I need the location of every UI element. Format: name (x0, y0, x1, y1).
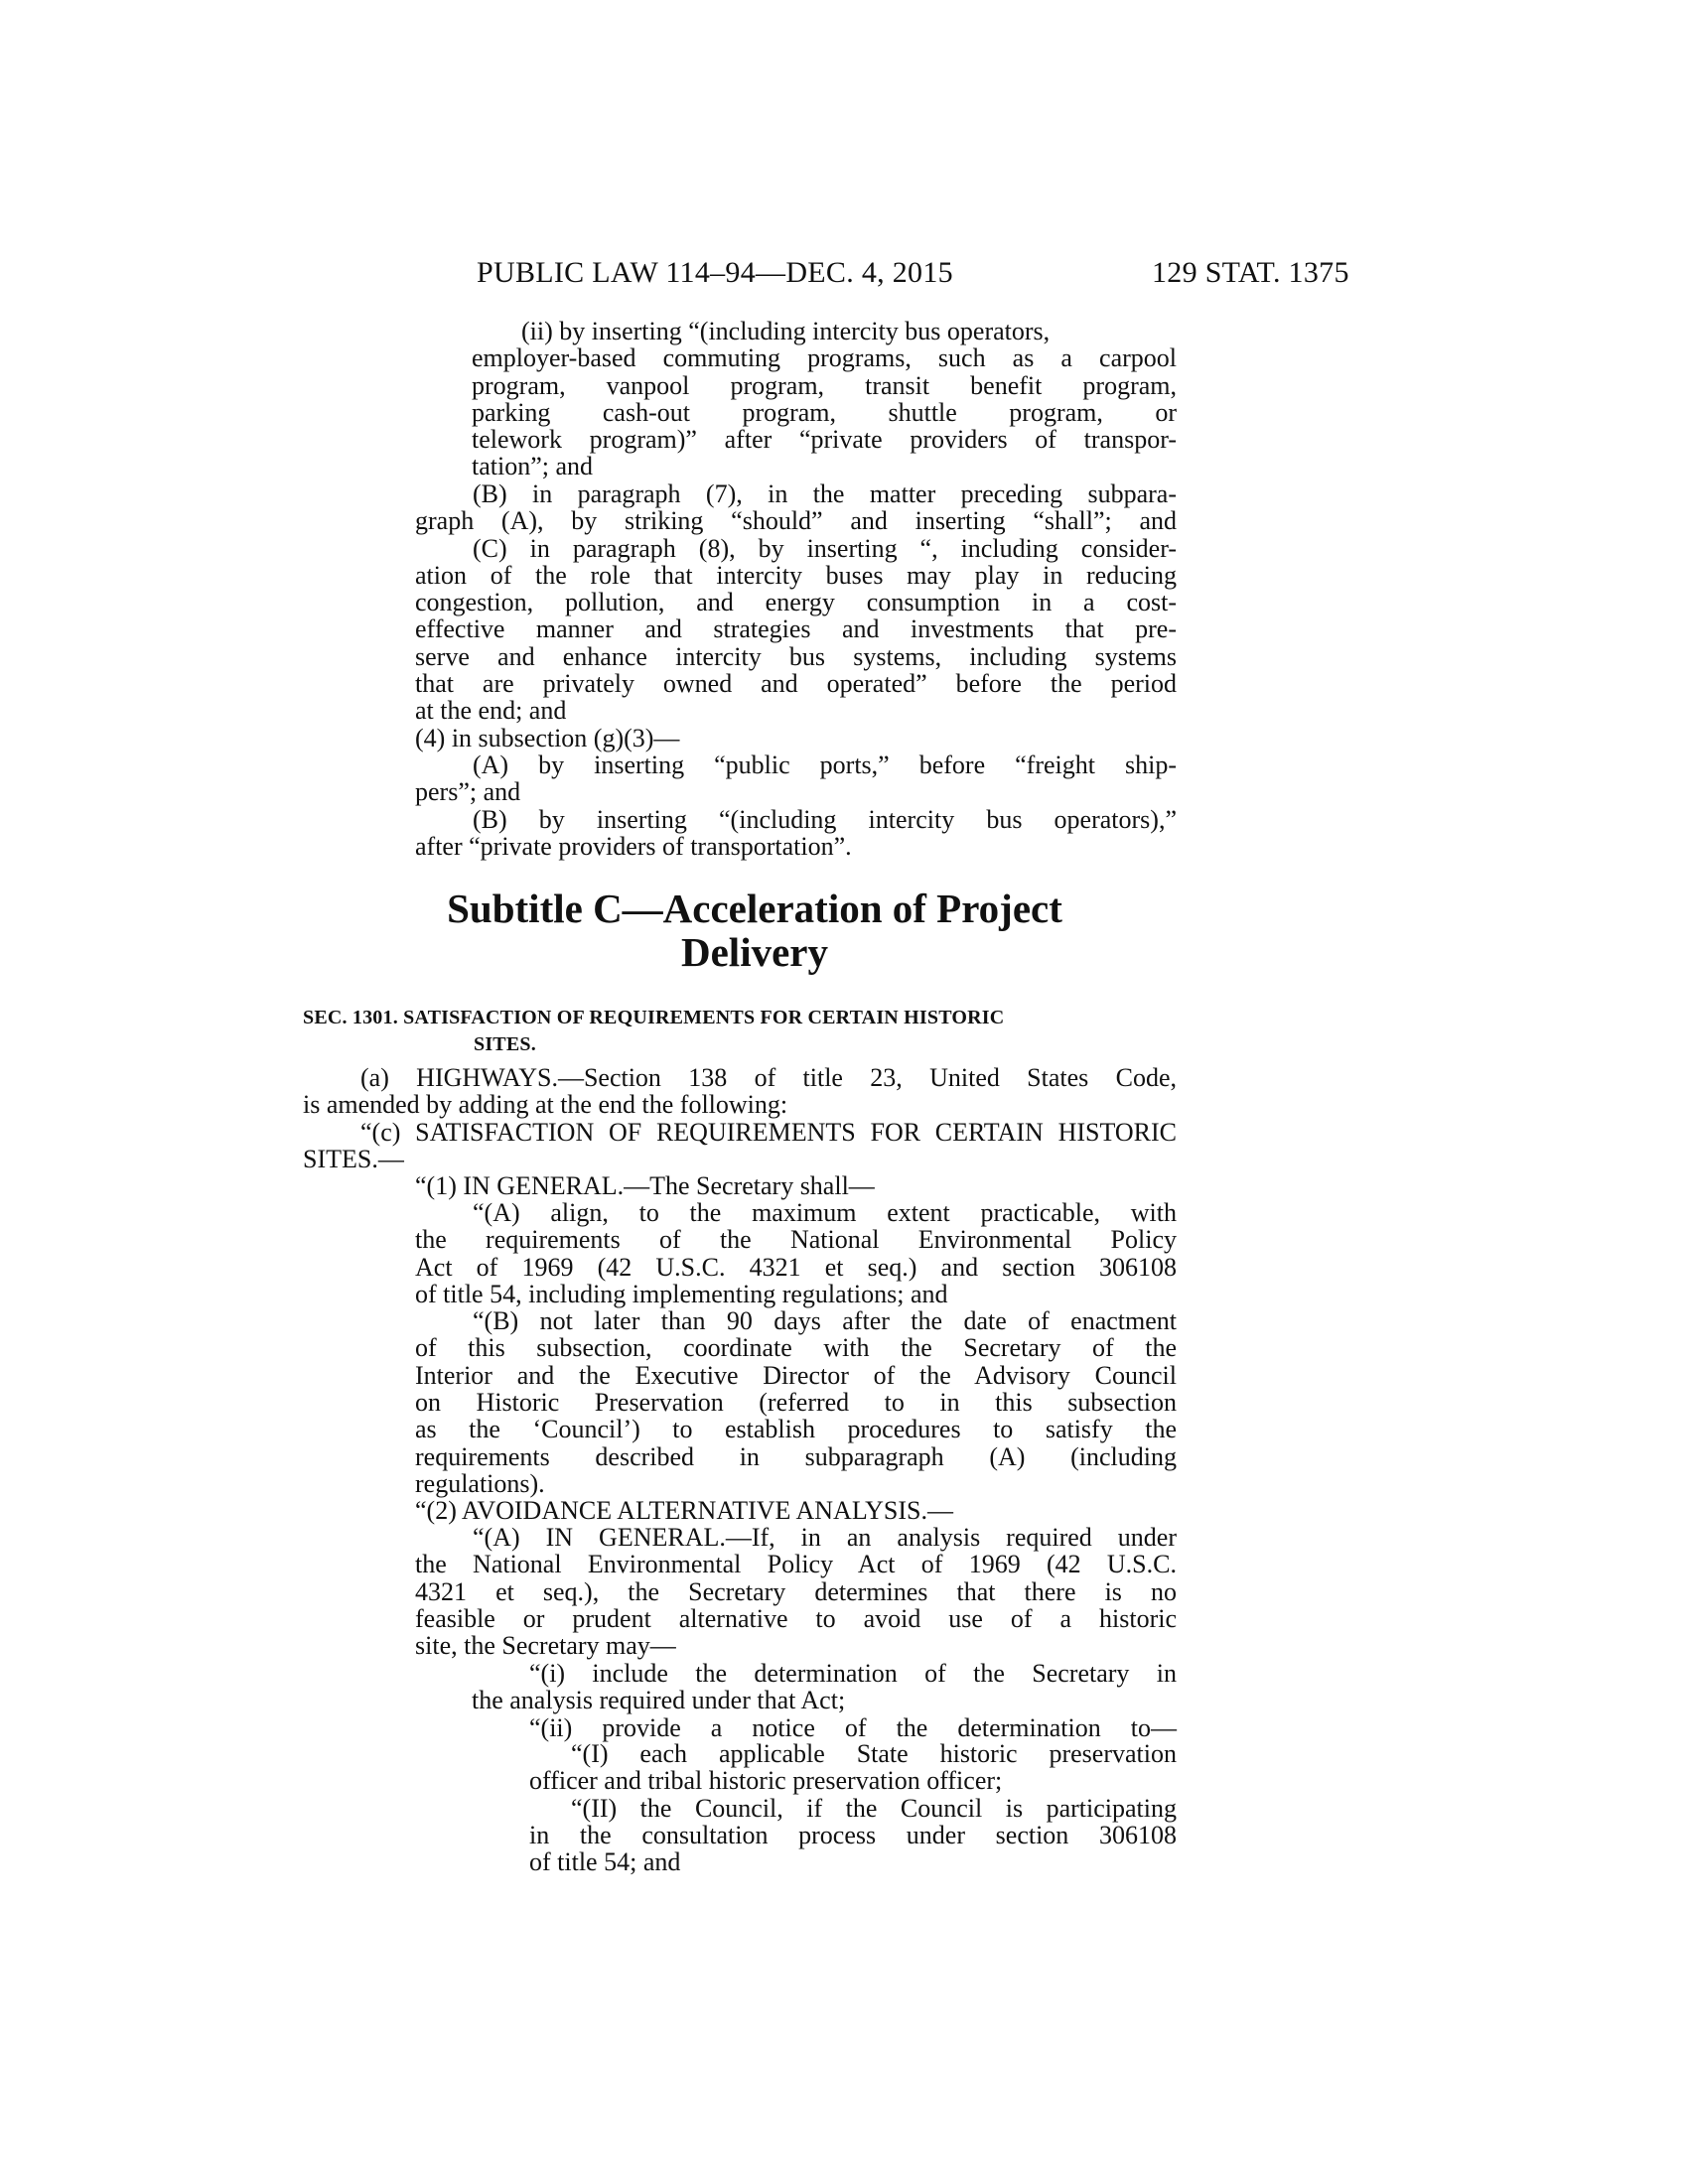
subtitle-line: Delivery (681, 929, 828, 975)
text-line: telework program)” after “private providers of transpor- (472, 425, 1177, 455)
text-line: (A) by inserting “public ports,” before “freight ship- (473, 751, 1177, 779)
text-line: tation”; and (472, 452, 594, 481)
subtitle-heading (328, 887, 1182, 974)
text-line: (B) in paragraph (7), in the matter preceding subpara- (473, 479, 1177, 508)
text-line: the analysis required under that Act; (472, 1686, 846, 1715)
text-line: of title 54; and (529, 1847, 681, 1877)
paragraph-4-subparagraphs (415, 751, 1177, 860)
paragraph-2-heading (415, 1497, 1177, 1524)
text-line: ation of the role that intercity buses may play in reducing (415, 560, 1177, 590)
running-header-left: PUBLIC LAW 114–94—DEC. 4, 2015 (477, 256, 953, 289)
paragraph-1-subparagraphs (415, 1199, 1177, 1497)
text-line: “(ii) provide a notice of the determination to— (529, 1712, 1177, 1742)
text-line: as the ‘Council’) to establish procedures to satisfy the (415, 1415, 1177, 1444)
text-line: at the end; and (415, 696, 567, 726)
subsection-a (303, 1064, 1177, 1172)
text-line: program, vanpool program, transit benefit program, (472, 370, 1177, 400)
text-line: 4321 et seq.), the Secretary determines that there is no (415, 1576, 1177, 1606)
text-line: site, the Secretary may— (415, 1631, 676, 1661)
subtitle-line: Subtitle C—Acceleration of Project (447, 886, 1062, 931)
text-line: after “private providers of transportation”. (415, 831, 852, 861)
paragraph-b-c (415, 480, 1177, 725)
text-line: employer-based commuting programs, such as a carpool (472, 343, 1177, 373)
text-line: parking cash-out program, shuttle program, or (472, 397, 1177, 427)
text-line: that are privately owned and operated” before the period (415, 669, 1177, 699)
clauses-i-ii (472, 1660, 1177, 1741)
text-line: serve and enhance intercity bus systems, including systems (415, 641, 1177, 671)
paragraph-2-subparagraph-a (415, 1524, 1177, 1659)
text-line: Interior and the Executive Director of the Advisory Council (415, 1360, 1177, 1390)
text-line: regulations). (415, 1468, 545, 1498)
text-line: officer and tribal historic preservation officer; (529, 1766, 1003, 1796)
text-line: requirements described in subparagraph (A) (including (415, 1441, 1177, 1471)
text-line: graph (A), by striking “should” and inserting “shall”; and (415, 506, 1177, 536)
text-line: “(A) IN GENERAL.—If, in an analysis required under (473, 1523, 1177, 1552)
text-line: “(1) IN GENERAL.—The Secretary shall— (415, 1171, 875, 1200)
text-line: (4) in subsection (g)(3)— (415, 724, 680, 752)
paragraph-a-ii (472, 318, 1177, 480)
text-line: “(II) the Council, if the Council is participating (571, 1793, 1177, 1823)
text-line: “(B) not later than 90 days after the date of enactment (473, 1306, 1177, 1336)
text-line: “(A) align, to the maximum extent practicable, with (473, 1198, 1177, 1227)
text-line: in the consultation process under section 306108 (529, 1820, 1177, 1849)
text-line: (B) by inserting “(including intercity bus operators),” (473, 804, 1177, 834)
text-line: feasible or prudent alternative to avoid use of a historic (415, 1603, 1177, 1633)
text-line: (C) in paragraph (8), by inserting “, including consider- (473, 533, 1177, 563)
subclauses (529, 1740, 1177, 1875)
section-heading-line: SEC. 1301. SATISFACTION OF REQUIREMENTS FOR CERTAIN HISTORIC (303, 1007, 1005, 1028)
text-line: is amended by adding at the end the following: (303, 1090, 788, 1120)
paragraph-1-intro (415, 1172, 1177, 1199)
text-line: congestion, pollution, and energy consumption in a cost- (415, 588, 1177, 617)
text-line: “(2) AVOIDANCE ALTERNATIVE ANALYSIS.— (415, 1496, 953, 1525)
text-line: of title 54, including implementing regulations; and (415, 1279, 948, 1308)
section-heading-line: SITES. (474, 1033, 536, 1055)
text-line: the requirements of the National Environmental Policy (415, 1225, 1177, 1255)
paragraph-4 (415, 725, 1177, 751)
section-heading (303, 1005, 1004, 1058)
text-line: “(c) SATISFACTION OF REQUIREMENTS FOR CERTAIN HISTORIC (360, 1117, 1177, 1147)
text-line: (ii) by inserting “(including intercity bus operators, (521, 317, 1051, 345)
page-number-header: 129 STAT. 1375 (1152, 256, 1349, 289)
text-line: pers”; and (415, 777, 521, 807)
text-line: of this subsection, coordinate with the Secretary of the (415, 1333, 1177, 1363)
text-line: on Historic Preservation (referred to in this subsection (415, 1388, 1177, 1418)
text-line: Act of 1969 (42 U.S.C. 4321 et seq.) and section 306108 (415, 1252, 1177, 1282)
text-line: “(i) include the determination of the Secretary in (529, 1659, 1177, 1688)
text-line: “(I) each applicable State historic preservation (571, 1739, 1177, 1768)
text-line: SITES.— (303, 1144, 404, 1173)
text-line: (a) HIGHWAYS.—Section 138 of title 23, United States Code, (360, 1063, 1177, 1092)
text-line: effective manner and strategies and investments that pre- (415, 614, 1177, 644)
text-line: the National Environmental Policy Act of 1969 (42 U.S.C. (415, 1550, 1177, 1579)
